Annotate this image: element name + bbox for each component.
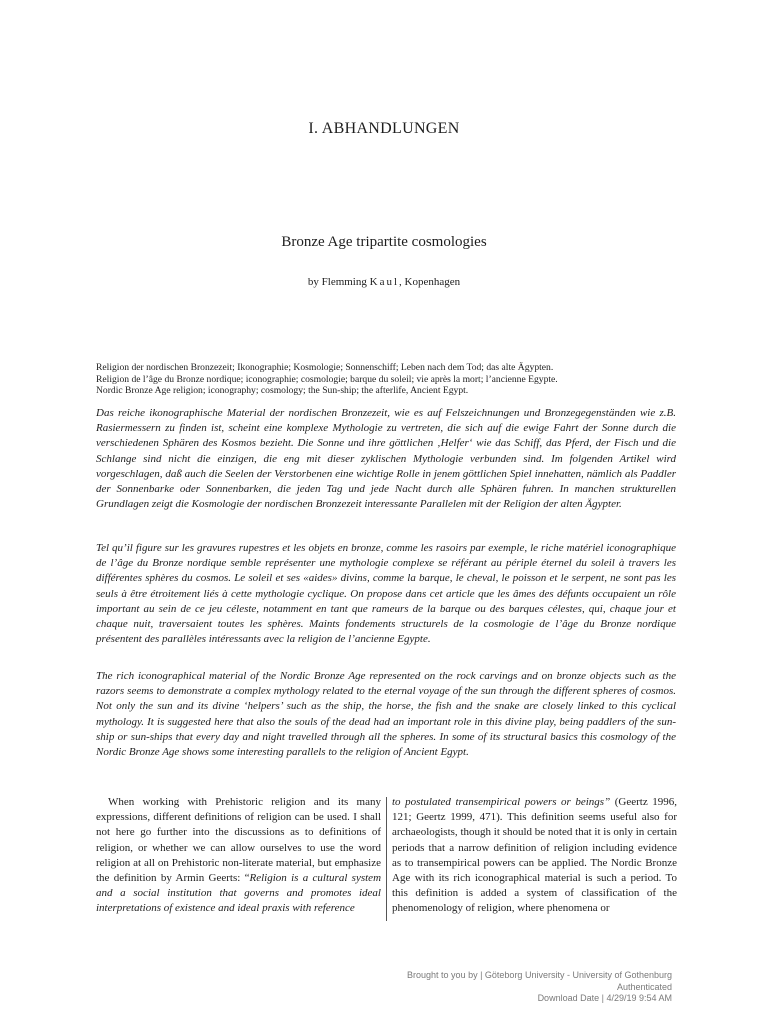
download-footer — [312, 970, 672, 1005]
footer-authenticated: Authenticated — [616, 981, 672, 992]
abstract-english: The rich iconographical material of the Nordic Bronze Age represented on the rock carvings and on bronze objects such as the razors seems to demonstrate a complex mythology related to the eternal voyage of the sun through the different spheres of cosmos. Not only the sun and its divine ‘helpers’ such as the ship, the horse, the fish and the snake are closely linked to this cyclical mythology. It is suggested here that also the souls of the dead had an important role in this divine play, being paddlers of the sun-ship or sun-ships that every day and night travelled through all the spheres. In some of its structural basics this cosmology of the Nordic Bronze Age shows some interesting parallels to the religion of Ancient Egypt. — [96, 670, 676, 759]
keywords-english: Nordic Bronze Age religion; iconography; cosmology; the Sun-ship; the afterlife, Ancient Egypt. — [96, 385, 469, 396]
geertz-quote-end: to postulated transempirical powers or beings” — [392, 796, 611, 808]
body-paragraph-continued — [392, 795, 677, 917]
body-paragraph — [96, 795, 381, 917]
body-right-text: (Geertz 1996, 121; Geertz 1999, 471). This definition seems useful also for archaeologists, though it should be noted that it is only in certain periods that a narrow definition of religion including evidence as to transempirical powers can be applied. The Nordic Bronze Age with its rich iconographical material is such a period. To this definition is added a system of classification of the phenomenology of religion, where phenomena or — [392, 796, 677, 915]
keywords-block — [96, 362, 676, 397]
abstract-french: Tel qu’il figure sur les gravures rupestres et les objets en bronze, comme les rasoirs par exemple, le riche matériel iconographique de l’âge du Bronze nordique semble représenter une mythologie complexe se référant au périple éternel du soleil à travers les différentes sphères du cosmos. Le soleil et ses «aides» divins, comme la barque, le cheval, le poisson et le serpent, ne sont pas les seuls à être étroitement liés à cette mythologie cyclique. On propose dans cet article que les âmes des défunts occupaient un rôle important au sein de ce jeu céleste, notamment en tant que rameurs de la barque ou des barques célestes, qui, chaque jour et chaque nuit, traversaient toutes les sphères. Maints fondements structurels de la cosmologie de l’âge du Bronze nordique présentent des parallèles intéressants avec la religion de l’ancienne Egypte. — [96, 542, 676, 646]
geertz-quote-start: Religion is a cultural system and a social institution that governs and promotes ideal interpretations of existence and ideal praxis with reference — [96, 872, 382, 915]
byline-suffix: , Kopenhagen — [399, 276, 461, 288]
body-column-right — [392, 795, 677, 917]
abstract-german: Das reiche ikonographische Material der nordischen Bronzezeit, wie es auf Felszeichnungen und Bronzegegenständen wie z.B. Rasiermessern zu finden ist, scheint eine komplexe Mythologie zu vertreten, die sich auf die ewige Fahrt der Sonne durch die verschiedenen Sphären des Kosmos bezieht. Die Sonne und ihre göttlichen ‚Helfer‘ wie das Schiff, das Pferd, der Fisch und die Schlange sind nicht die einzigen, die eng mit dieser zyklischen Mythologie verbunden sind. Im folgenden Artikel wird vorgeschlagen, daß auch die Seelen der Verstorbenen eine wichtige Rolle in jenem göttlichen Spiel innehatten, nämlich als Paddler der Sonnenbarke oder Sonnenbarken, die jeden Tag und jede Nacht durch alle Sphären fuhren. In manchen strukturellen Grundlagen zeigt die Kosmologie der nordischen Bronzezeit interessante Parallelen mit der Religion der alten Ägypter. — [96, 407, 676, 511]
author-surname: Kaul — [369, 276, 400, 288]
body-left-text: When working with Prehistoric religion and its many expressions, different definitions of religion can be used. I shall not here go further into the discussions as to definitions of religion, or whether we can allow ourselves to use the word religion at all on Prehistoric non-literate material, but emphasize the definition by Armin Geerts: “ — [96, 796, 381, 885]
footer-provider: Brought to you by | Göteborg University - University of Gothenburg — [407, 970, 672, 980]
section-title: I. ABHANDLUNGEN — [308, 120, 460, 137]
footer-download-date: Download Date | 4/29/19 9:54 AM — [537, 993, 672, 1004]
body-column-left — [96, 795, 381, 917]
byline — [0, 276, 768, 288]
article-title: Bronze Age tripartite cosmologies — [281, 234, 487, 250]
column-divider — [386, 797, 387, 921]
keywords-french: Religion de l’âge du Bronze nordique; iconographie; cosmologie; barque du soleil; vie après la mort; l’ancienne Egypte. — [96, 373, 558, 385]
byline-prefix: by Flemming — [307, 276, 370, 288]
keywords-german: Religion der nordischen Bronzezeit; Ikonographie; Kosmologie; Sonnenschiff; Leben nach dem Tod; das alte Ägypten. — [96, 362, 554, 373]
